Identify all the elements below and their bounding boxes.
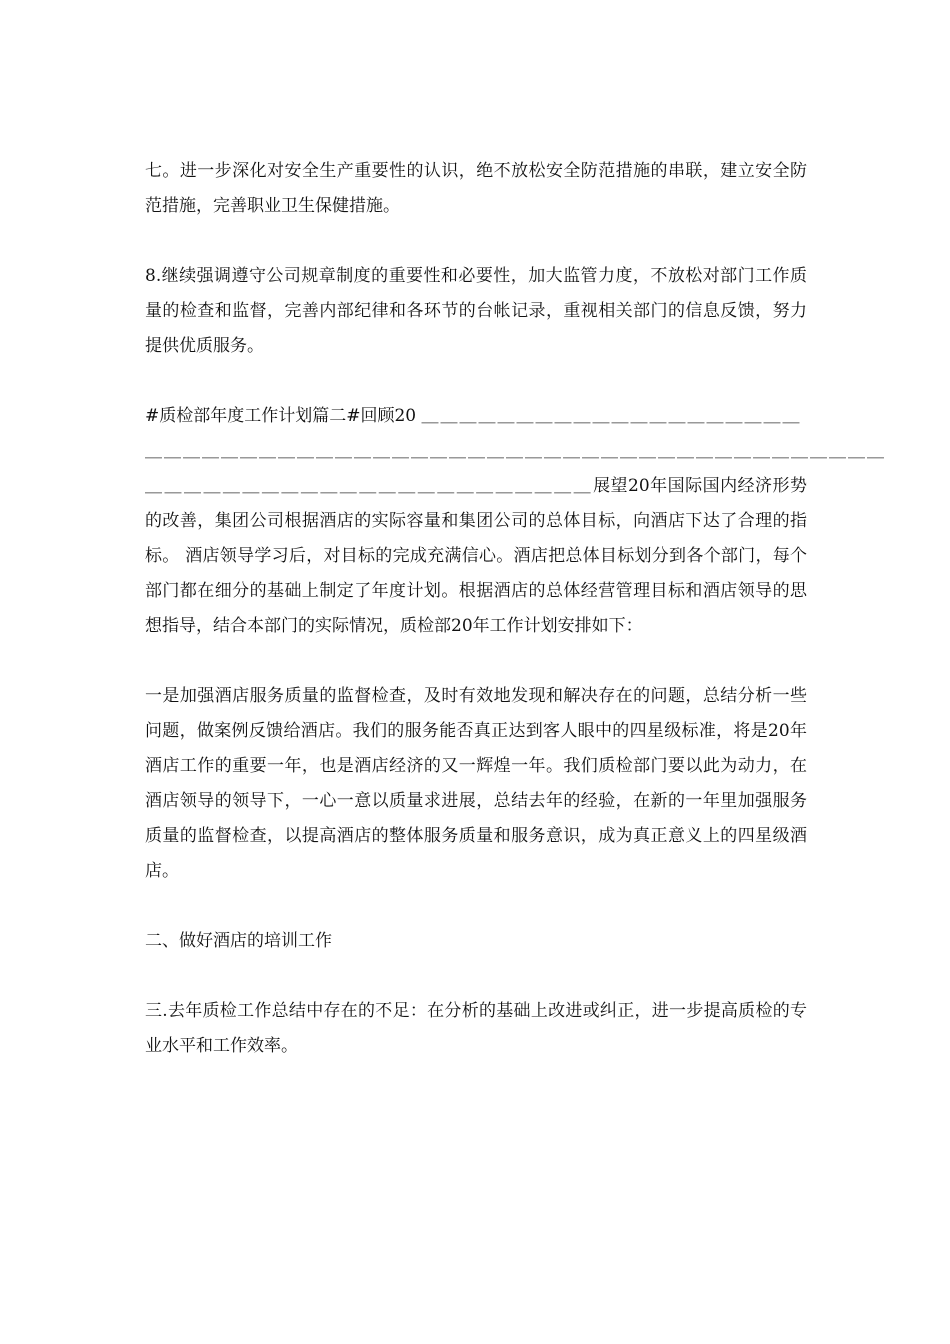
document-page <box>145 154 886 1099</box>
paragraph-item-7: 七。进一步深化对安全生产重要性的认识，绝不放松安全防范措施的串联，建立安全防范措施，完善职业卫生保健措施。 <box>145 161 807 216</box>
fill-blank-underline: ＿＿＿＿＿＿＿＿＿＿＿＿＿＿＿＿＿＿＿＿＿＿＿＿＿＿＿＿＿＿＿＿＿＿＿＿＿＿＿ <box>145 441 886 461</box>
paragraph-item-two: 二、做好酒店的培训工作 <box>145 931 332 951</box>
outlook-text: 展望20年国际国内经济形势的改善，集团公司根据酒店的实际容量和集团公司的总体目标，向酒店下达了合理的指标。 酒店领导学习后，对目标的完成充满信心。酒店把总体目标划分到各个部门，每个部门都在细分的基础上制定了年度计划。根据酒店的总体经营管理目标和酒店领导的思想指导，结合本部门的实际情况，质检部20年工作计划安排如下： <box>145 476 808 636</box>
paragraph-review <box>145 399 886 644</box>
review-heading: #质检部年度工作计划篇二#回顾20 <box>145 406 417 426</box>
paragraph-item-one: 一是加强酒店服务质量的监督检查，及时有效地发现和解决存在的问题，总结分析一些问题，做案例反馈给酒店。我们的服务能否真正达到客人眼中的四星级标准，将是20年酒店工作的重要一年，也是酒店经济的又一辉煌一年。我们质检部门要以此为动力，在酒店领导的领导下，一心一意以质量求进展，总结去年的经验，在新的一年里加强服务质量的监督检查，以提高酒店的整体服务质量和服务意识，成为真正意义上的四星级酒店。 <box>145 686 807 881</box>
paragraph-item-three: 三.去年质检工作总结中存在的不足：在分析的基础上改进或纠正，进一步提高质检的专业水平和工作效率。 <box>145 1001 807 1056</box>
fill-blank-underline: ＿＿＿＿＿＿＿＿＿＿＿＿＿＿＿＿＿＿＿＿ <box>421 406 802 426</box>
fill-blank-underline: ＿＿＿＿＿＿＿＿＿＿＿＿＿＿＿＿＿＿＿＿＿＿＿ <box>145 476 594 496</box>
paragraph-item-8: 8.继续强调遵守公司规章制度的重要性和必要性，加大监管力度，不放松对部门工作质量的检查和监督，完善内部纪律和各环节的台帐记录，重视相关部门的信息反馈，努力提供优质服务。 <box>145 266 807 356</box>
review-line-1 <box>145 399 807 434</box>
